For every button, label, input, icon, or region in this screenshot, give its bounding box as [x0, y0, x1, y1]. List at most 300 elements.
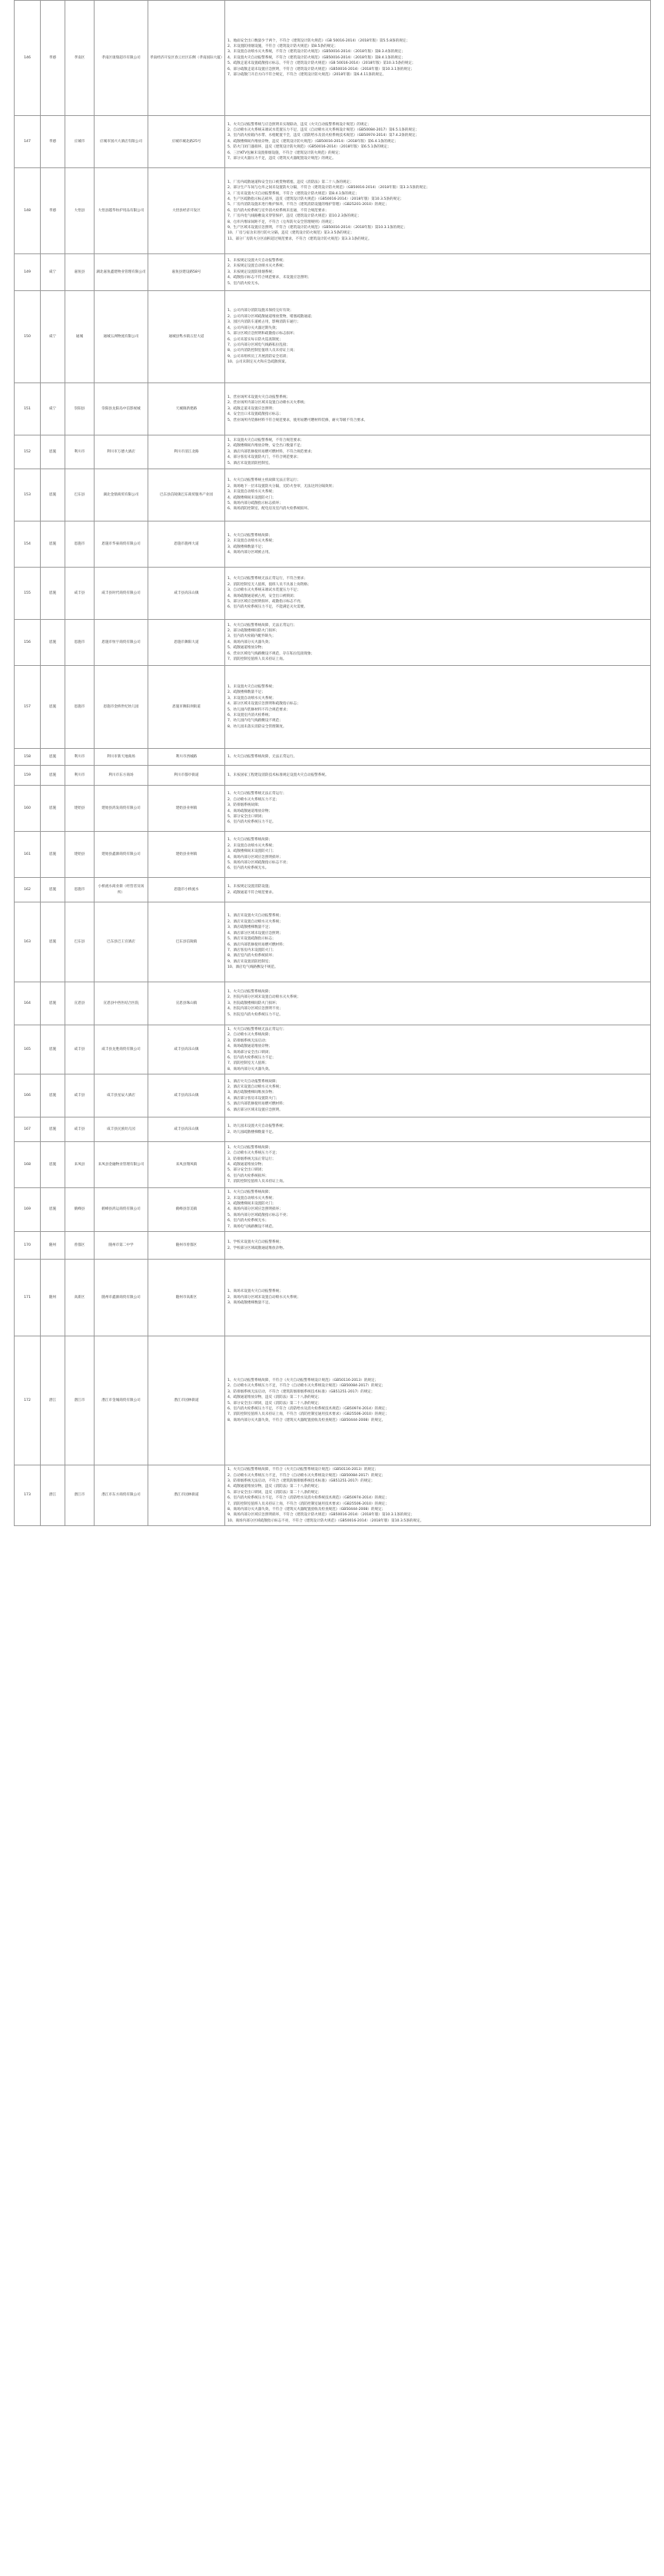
- row-unit-name: 巴东县巴王宫酒店: [95, 902, 148, 982]
- row-address: 潜江市园林街道: [148, 1336, 225, 1465]
- row-address: 随州市曾都区: [148, 1232, 225, 1260]
- issue-item: 8、商场内部分灭火器失效，不符合《建筑灭火器配置验收及检查规范》（GB50444-2008）的规定。: [227, 1418, 386, 1422]
- row-number: 160: [15, 786, 41, 832]
- issue-item: 6、酒店内部装修使用易燃可燃材料；: [227, 942, 287, 947]
- row-issues: [225, 1336, 651, 1465]
- issue-item: 1、火灾自动报警系统无法正常运行；: [227, 792, 287, 796]
- issue-item: 5、部分安全出口锁闭；: [227, 1168, 265, 1173]
- issue-item: 1、酒店火灾自动报警系统故障；: [227, 1079, 280, 1084]
- row-unit-name: 恩施市恒宇商贸有限公司: [95, 620, 148, 666]
- issue-item: 3、疏散楼梯数量不足；: [227, 545, 265, 549]
- issue-item: 2、自动喷水灭火系统压力不足，不符合《自动喷水灭火系统设计规范》（GB50084-2017）的规定；: [227, 1384, 386, 1389]
- issue-item: 2、幼儿园疏散楼梯数量不足。: [227, 1130, 276, 1134]
- table-row: [15, 1117, 651, 1142]
- row-issues: [225, 1188, 651, 1232]
- row-address: 利川市西城路: [148, 749, 225, 766]
- issue-item: 4、部分区域未设置应急照明和疏散指示标志；: [227, 702, 300, 707]
- issue-item: 5、酒店内部装修使用易燃可燃材料；: [227, 1102, 287, 1107]
- row-address: 天城镇新建路: [148, 383, 225, 435]
- row-address: 宣恩县珠山镇: [148, 982, 225, 1025]
- issue-item: 4、商场内部分区域被占用。: [227, 550, 273, 555]
- table-row: [15, 291, 651, 383]
- issue-item: 3、商场疏散楼梯数量不足。: [227, 1301, 273, 1306]
- issue-item: 2、疏散楼梯间内堆放杂物，安全出口数量不足；: [227, 444, 304, 449]
- issue-item: 1、幼儿园未设置火灾自动报警系统；: [227, 1124, 287, 1129]
- row-unit-name: 随州市鑫源商贸有限公司: [95, 1260, 148, 1336]
- issue-item: 6、室内消火栓系统损坏；: [227, 1174, 269, 1178]
- row-county: 曾都区: [65, 1232, 95, 1260]
- row-unit-name: 小桥流水商业街（经营者及场所）: [95, 878, 148, 902]
- row-county: 利川市: [65, 435, 95, 469]
- row-unit-name: 建始县鸿发商贸有限公司: [95, 786, 148, 832]
- row-county: 孝南区: [65, 1, 95, 116]
- row-city: 恩施: [41, 786, 65, 832]
- table-row: [15, 766, 651, 786]
- row-address: 咸丰县高乐山镇: [148, 1074, 225, 1117]
- table-row: [15, 521, 651, 568]
- row-county: 咸丰县: [65, 1074, 95, 1117]
- row-city: 恩施: [41, 469, 65, 521]
- row-issues: [225, 383, 651, 435]
- row-city: 咸宁: [41, 383, 65, 435]
- row-address: 通城县隽水镇五里大道: [148, 291, 225, 383]
- issue-item: 6、室内消火栓系统无水。: [227, 866, 269, 871]
- issue-item: 10、商场内部分区域疏散指示标志不亮，不符合《建筑设计防火规范》（GB50016-2014）（2018年版）第10.3.5条的规定。: [227, 1518, 424, 1523]
- row-unit-name: 利川市新天地商场: [95, 749, 148, 766]
- table-row: [15, 254, 651, 291]
- row-city: 孝感: [41, 116, 65, 168]
- row-unit-name: 咸丰县民族幼儿园: [95, 1117, 148, 1142]
- issue-item: 1、火灾自动报警系统无法正常运行，不符合要求；: [227, 577, 307, 581]
- issue-item: 5、部分安全出口锁闭，违反《消防法》第二十八条的规定；: [227, 1490, 322, 1495]
- issue-item: 5、营业场所内装修材料不符合规范要求，使用易燃可燃材料装修，耐火等级不符合要求。: [227, 418, 368, 422]
- row-issues: [225, 1074, 651, 1117]
- row-city: 恩施: [41, 902, 65, 982]
- row-address: 咸丰县高乐山镇: [148, 568, 225, 620]
- issue-item: 7、厂房内电气线路敷设未穿管保护，违反《建筑设计防火规范》第10.2.3条的规定；: [227, 214, 361, 219]
- row-county: 咸丰县: [65, 1025, 95, 1074]
- table-row: [15, 1188, 651, 1232]
- issue-item: 10、公司未制定灭火和应急疏散预案。: [227, 360, 289, 365]
- issue-item: 6、营业区域电气线路敷设不规范，存在私拉乱接现象；: [227, 651, 315, 656]
- issue-item: 1、商场未设置火灾自动报警系统；: [227, 1290, 283, 1294]
- row-number: 170: [15, 1232, 41, 1260]
- row-city: 恩施: [41, 1188, 65, 1232]
- issue-item: 7、消防控制室值班人员未持证上岗。: [227, 657, 287, 662]
- issue-item: 4、商场疏散通道被占用，安全出口被锁闭；: [227, 594, 297, 598]
- issue-item: 7、消防控制室值班人员未持证上岗。: [227, 1180, 287, 1184]
- issue-item: 4、商场疏散通道堆放杂物；: [227, 1045, 273, 1049]
- issue-item: 4、安全出口未设置疏散指示标志；: [227, 412, 283, 417]
- row-unit-name: 宣恩县中西医结合医院: [95, 982, 148, 1025]
- row-number: 148: [15, 168, 41, 254]
- row-address: 恩施市舞阳大道: [148, 620, 225, 666]
- issue-item: 5、商场内部分区域疏散指示标志不亮；: [227, 860, 290, 865]
- issue-item: 7、消防控制室值班人员未持证上岗，不符合《消防控制室通用技术要求》（GB25506-2010）的规定；: [227, 1412, 389, 1417]
- row-issues: [225, 902, 651, 982]
- row-address: 鹤峰县容美镇: [148, 1188, 225, 1232]
- row-number: 165: [15, 1025, 41, 1074]
- row-county: 恩施市: [65, 521, 95, 568]
- issue-item: 4、部分客房未设置防火门，不符合规范要求；: [227, 455, 300, 460]
- issue-item: 3、防排烟系统无法启动；: [227, 1038, 269, 1043]
- issue-item: 4、酒店部分区域未设置应急照明；: [227, 931, 283, 935]
- issue-item: 2、未设置防排烟设施，不符合《建筑设计防火规范》第8.5条的规定；: [227, 44, 338, 48]
- row-address: 利川市清江北路: [148, 435, 225, 469]
- table-row: [15, 1142, 651, 1188]
- row-city: 恩施: [41, 1117, 65, 1142]
- issue-item: 5、部分安全出口锁闭；: [227, 814, 265, 819]
- row-number: 171: [15, 1260, 41, 1336]
- issue-item: 7、部分灭火器压力不足，违反《建筑灭火器配置设计规范》的规定。: [227, 157, 336, 161]
- row-number: 157: [15, 666, 41, 749]
- row-issues: [225, 291, 651, 383]
- row-county: 恩施市: [65, 666, 95, 749]
- row-issues: [225, 766, 651, 786]
- issue-item: 4、商场内部分区域应急照明损坏；: [227, 1207, 283, 1212]
- issue-item: 6、室内消火栓系统压力不足，不符合《消防给水及消火栓系统技术规范》（GB50974-2014）的规定；: [227, 1407, 389, 1411]
- issue-item: 3、自动喷水灭火系统末端试水装置压力不足；: [227, 588, 300, 593]
- row-number: 173: [15, 1465, 41, 1526]
- row-address: 孝南经济开发区春云社区东侧（孝南国际大厦）: [148, 1, 225, 116]
- row-city: 恩施: [41, 1142, 65, 1188]
- issue-item: 1、公司内部分消防设施未保持完好有效；: [227, 309, 294, 313]
- issue-item: 2、未按规定设置自动喷水灭火系统；: [227, 264, 287, 269]
- issue-item: 7、商场电气线路敷设不规范。: [227, 1224, 276, 1229]
- issue-item: 5、酒店未设置消防控制室。: [227, 461, 273, 465]
- issue-item: 2、自动喷水灭火系统压力不足；: [227, 1151, 280, 1156]
- row-number: 151: [15, 383, 41, 435]
- issue-item: 3、酒店疏散楼梯数量不足；: [227, 925, 273, 930]
- issue-item: 3、未按规定设置防排烟系统；: [227, 270, 276, 274]
- row-address: 应城市城北路25号: [148, 116, 225, 168]
- issue-item: 6、室内消火栓系统压力不足，不符合《消防给水及消火栓系统技术规范》（GB50974-2014）的规定；: [227, 1496, 389, 1501]
- row-county: 鹤峰县: [65, 1188, 95, 1232]
- table-row: [15, 1465, 651, 1526]
- row-number: 155: [15, 568, 41, 620]
- issue-item: 2、疏散楼梯数量不足；: [227, 690, 265, 695]
- issue-item: 4、生产区疏散指示标志损坏，违反《建筑设计防火规范》（GB50016-2014）（2018年版）第10.3.5条的规定；: [227, 197, 404, 201]
- issue-item: 6、商场消防控制室、配电房及室内消火栓系统损坏。: [227, 507, 311, 512]
- issue-item: 3、室内消火栓箱内水带、水枪配置不全，违反《消防给水及消火栓系统技术规范》（GB50974-2014）第7.4.2条的规定；: [227, 134, 420, 138]
- row-city: 恩施: [41, 878, 65, 902]
- row-issues: [225, 521, 651, 568]
- row-city: 恩施: [41, 666, 65, 749]
- row-county: 潜江市: [65, 1336, 95, 1465]
- row-number: 154: [15, 521, 41, 568]
- row-unit-name: 咸丰县时代商贸有限公司: [95, 568, 148, 620]
- issue-item: 5、商场内部分区域疏散指示标志不亮；: [227, 1213, 290, 1217]
- issue-item: 6、室内消火栓系统压力不足，不能满足灭火需要。: [227, 605, 307, 610]
- row-number: 156: [15, 620, 41, 666]
- issue-item: 1、未设置火灾自动报警系统；: [227, 684, 276, 689]
- issue-item: 6、公司未落实每日防火巡查制度；: [227, 337, 283, 342]
- row-issues: [225, 749, 651, 766]
- row-number: 172: [15, 1336, 41, 1465]
- issue-item: 5、室内消火栓无水。: [227, 281, 262, 286]
- issue-item: 2、疏散通道不符合规范要求。: [227, 890, 276, 895]
- row-address: 嘉鱼县建设路58号: [148, 254, 225, 291]
- issue-item: 2、未设置自动喷水灭火系统；: [227, 843, 276, 848]
- issue-item: 2、商场内部分区域未设置自动喷水灭火系统；: [227, 1295, 300, 1300]
- table-row: [15, 878, 651, 902]
- row-address: 建始县业州镇: [148, 786, 225, 832]
- issue-item: 5、厂房内消防设施未进行维护保养，不符合《建筑消防设施的维护管理》（GB25201-2010）的规定；: [227, 203, 389, 207]
- issue-item: 4、公司内部分灭火器过期失效；: [227, 326, 280, 330]
- issue-item: 2、医院内部分区域未设置自动喷水灭火系统；: [227, 995, 300, 1000]
- issue-item: 3、室内消火栓箱内配件缺失；: [227, 634, 276, 639]
- issue-item: 5、医院室内消火栓系统压力不足。: [227, 1012, 283, 1017]
- row-city: 恩施: [41, 766, 65, 786]
- row-county: 巴东县: [65, 469, 95, 521]
- issue-item: 1、学校未设置火灾自动报警系统；: [227, 1240, 283, 1245]
- row-number: 169: [15, 1188, 41, 1232]
- row-county: 利川市: [65, 749, 95, 766]
- row-issues: [225, 982, 651, 1025]
- issue-item: 5、部分区域应急照明和疏散指示标志损坏；: [227, 332, 297, 336]
- issue-item: 1、营业场所未设置火灾自动报警系统；: [227, 395, 290, 399]
- row-unit-name: 通城五洲物流有限公司: [95, 291, 148, 383]
- issue-item: 4、商场内部分灭火器失效；: [227, 640, 273, 644]
- row-address: 咸丰县高乐山镇: [148, 1117, 225, 1142]
- issue-item: 7、幼儿园内电气线路敷设不规范；: [227, 719, 283, 723]
- issue-item: 9、生产区域未设置应急照明，不符合《建筑设计防火规范》（GB50016-2014）（2018年版）第10.3.1条的规定；: [227, 226, 407, 230]
- row-county: 利川市: [65, 766, 95, 786]
- issue-item: 4、疏散通道堆放杂物，违反《消防法》第二十八条的规定；: [227, 1396, 322, 1400]
- row-county: 高新区: [65, 1260, 95, 1336]
- issue-item: 4、商场内部分区域应急照明损坏；: [227, 855, 283, 859]
- row-unit-name: 崇阳县龙阳岛中信影视城: [95, 383, 148, 435]
- issue-item: 1、火灾自动报警系统故障，不符合《火灾自动报警系统设计规范》（GB50116-2013）的规定；: [227, 1378, 379, 1382]
- issue-item: 4、疏散楼梯间未设置防火门；: [227, 495, 276, 500]
- issue-item: 8、商场内部分灭火器失效，不符合《建筑灭火器配置验收及检查规范》（GB50444-2008）的规定；: [227, 1507, 386, 1511]
- issue-item: 3、防排烟系统故障；: [227, 803, 262, 808]
- row-city: 孝感: [41, 168, 65, 254]
- row-city: 咸宁: [41, 291, 65, 383]
- row-city: 随州: [41, 1260, 65, 1336]
- issue-item: 1、火灾自动报警系统主机故障无法正常运行；: [227, 478, 300, 483]
- issue-item: 5、疏散通道堆放杂物；: [227, 646, 265, 651]
- issue-item: 4、疏散楼梯间内堆放杂物，违反《建筑设计防火规范》（GB50016-2014）（2018年版）第6.4.1条的规定；: [227, 139, 398, 144]
- row-city: 恩施: [41, 1074, 65, 1117]
- issue-item: 3、未设置自动喷水灭火系统，不符合《建筑设计防火规范》（GB50016-2014）（2018年版）第8.3.4条的规定；: [227, 50, 405, 55]
- issue-item: 4、酒店部分客房未设置防火门；: [227, 1096, 280, 1101]
- issue-item: 3、医院疏散楼梯间防火门损坏；: [227, 1001, 280, 1005]
- row-unit-name: 鹤峰县鸿运商贸有限公司: [95, 1188, 148, 1232]
- row-number: 147: [15, 116, 41, 168]
- issue-item: 1、火灾自动报警系统故障；: [227, 533, 273, 538]
- table-row: [15, 383, 651, 435]
- issue-item: 3、园区内消防车道被占用，影响消防车通行；: [227, 320, 300, 325]
- row-county: 潜江市: [65, 1465, 95, 1526]
- row-unit-name: 恩施市华豪商贸有限公司: [95, 521, 148, 568]
- row-address: 恩施市小桥流水: [148, 878, 225, 902]
- issue-item: 7、公司内部分区域电气线路私拉乱接；: [227, 343, 290, 347]
- row-issues: [225, 1142, 651, 1188]
- table-row: [15, 568, 651, 620]
- row-address: 大悟县经济开发区: [148, 168, 225, 254]
- row-issues: [225, 469, 651, 521]
- issue-item: 5、酒店未设置疏散指示标志；: [227, 937, 276, 942]
- row-number: 161: [15, 832, 41, 878]
- row-address: 咸丰县高乐山镇: [148, 1025, 225, 1074]
- issue-item: 3、未设置自动喷水灭火系统；: [227, 490, 276, 495]
- issue-item: 3、酒店内部装修使用易燃可燃材料，不符合规范要求；: [227, 449, 315, 454]
- row-city: 潜江: [41, 1465, 65, 1526]
- row-issues: [225, 786, 651, 832]
- issue-item: 2、未设置自动喷水灭火系统；: [227, 539, 276, 544]
- row-city: 恩施: [41, 568, 65, 620]
- issue-item: 7、部分疏散门开启方向不符合规定，不符合《建筑设计防火规范》（2018年版）第6.4.11条的规定。: [227, 73, 387, 78]
- row-issues: [225, 568, 651, 620]
- row-address: 恩施市舞阳坝街道: [148, 666, 225, 749]
- row-number: 149: [15, 254, 41, 291]
- issue-item: 8、商场内部分灭火器失效。: [227, 1067, 273, 1071]
- issue-item: 3、酒店疏散楼梯间堆放杂物；: [227, 1091, 276, 1095]
- issue-item: 1、火灾自动报警系统故障，不符合《火灾自动报警系统设计规范》（GB50116-2013）的规定；: [227, 1468, 379, 1472]
- row-county: 来凤县: [65, 1142, 95, 1188]
- row-number: 168: [15, 1142, 41, 1188]
- table-row: [15, 666, 651, 749]
- table-row: [15, 620, 651, 666]
- issue-item: 3、厂房未设置火灾自动报警系统，不符合《建筑设计防火规范》第8.4.1条的规定；: [227, 191, 359, 196]
- row-county: 崇阳县: [65, 383, 95, 435]
- row-county: 应城市: [65, 116, 95, 168]
- row-issues: [225, 1260, 651, 1336]
- row-unit-name: 来凤县金融物业管理有限公司: [95, 1142, 148, 1188]
- table-row: [15, 168, 651, 254]
- row-number: 159: [15, 766, 41, 786]
- row-city: 随州: [41, 1232, 65, 1260]
- row-city: 孝感: [41, 1, 65, 116]
- row-address: 潜江市园林街道: [148, 1465, 225, 1526]
- row-address: 恩施市施州大道: [148, 521, 225, 568]
- row-unit-name: 随州市第二中学: [95, 1232, 148, 1260]
- issue-item: 2、消防控制室无人值班，值班人员不具备上岗资格；: [227, 582, 311, 587]
- row-county: 通城: [65, 291, 95, 383]
- issue-item: 1、未按规定设置火灾自动报警系统；: [227, 258, 287, 263]
- issue-item: 1、火灾自动报警系统无法正常运行；: [227, 1028, 287, 1031]
- issue-item: 3、防排烟系统无法启动，不符合《建筑防烟排烟系统技术标准》（GB51251-2017）的规定；: [227, 1389, 375, 1394]
- row-county: 建始县: [65, 786, 95, 832]
- row-unit-name: 咸丰县龙胜商贸有限公司: [95, 1025, 148, 1074]
- issue-item: 1、火灾自动报警系统故障；: [227, 1190, 273, 1195]
- row-number: 166: [15, 1074, 41, 1117]
- row-address: 来凤县翔凤镇: [148, 1142, 225, 1188]
- row-number: 163: [15, 902, 41, 982]
- issue-item: 3、未设置自动喷水灭火系统；: [227, 696, 276, 700]
- issue-item: 2、公司内部分区域疏散通道堆放货物，堵塞疏散通道；: [227, 314, 315, 319]
- row-unit-name: 湖北金鼎商贸有限公司: [95, 469, 148, 521]
- issue-item: 1、火灾自动报警系统故障；: [227, 838, 273, 843]
- row-unit-name: 潜江市金城商贸有限公司: [95, 1336, 148, 1465]
- issue-item: 8、酒店室内消火栓系统损坏；: [227, 954, 276, 959]
- issue-item: 6、酒店部分区域未设置应急照明。: [227, 1108, 283, 1112]
- row-county: 巴东县: [65, 902, 95, 982]
- row-address: 随州市高新区: [148, 1260, 225, 1336]
- table-row: [15, 1074, 651, 1117]
- row-unit-name: 建始县鑫源商贸有限公司: [95, 832, 148, 878]
- row-city: 恩施: [41, 982, 65, 1025]
- issue-item: 1、厂房内疏散通道和安全出口被货物堵塞，违反《消防法》第二十八条的规定；: [227, 180, 354, 184]
- table-row: [15, 1025, 651, 1074]
- issue-item: 1、火灾自动报警系统故障；: [227, 1145, 273, 1150]
- issue-item: 8、仓库内堆垛间距不足，不符合《仓库防火安全管理规则》的规定；: [227, 220, 336, 224]
- row-issues: [225, 878, 651, 902]
- issue-item: 2、部分疏散楼梯间防火门损坏；: [227, 628, 280, 633]
- table-row: [15, 749, 651, 766]
- row-number: 150: [15, 291, 41, 383]
- issue-item: 2、自动喷水灭火系统压力不足；: [227, 797, 280, 802]
- row-county: 大悟县: [65, 168, 95, 254]
- issue-item: 5、幼儿园内装修材料不符合规范要求；: [227, 707, 290, 712]
- issue-item: 6、三层KTV包厢未设置排烟设施，不符合《建筑设计防火规范》的规定；: [227, 151, 343, 155]
- hazard-table-body: [15, 1, 651, 1526]
- row-number: 167: [15, 1117, 41, 1142]
- row-city: 潜江: [41, 1336, 65, 1465]
- row-county: 恩施市: [65, 878, 95, 902]
- issue-item: 11、部分厂房防火分区面积超过规范要求，不符合《建筑设计防火规范》第3.3.1条的规定。: [227, 237, 372, 241]
- issue-item: 3、疏散走道未设置应急照明；: [227, 406, 276, 411]
- issue-item: 9、酒店未设置消防控制室；: [227, 959, 273, 964]
- issue-item: 1、地面安全出口数量少于两个，不符合《建筑设计防火规范》（GB 50016-2014）（2018年版）第5.5.8条的规定；: [227, 38, 410, 43]
- issue-item: 2、酒店未设置自动喷水灭火系统；: [227, 1084, 283, 1089]
- issue-item: 9、公司未组织员工开展消防安全培训；: [227, 354, 290, 359]
- row-address: 巴东县信陵镇巴东商贸服务产业园: [148, 469, 225, 521]
- table-row: [15, 1, 651, 116]
- issue-item: 2、学校部分区域疏散通道堆放杂物。: [227, 1246, 287, 1250]
- issue-item: 2、商场地下一层未设置防火分隔，无防火卷帘，无法达到分隔效果；: [227, 484, 336, 488]
- issue-item: 4、疏散通道堆放杂物，违反《消防法》第二十八条的规定；: [227, 1485, 322, 1489]
- issue-item: 6、室内消火栓系统压力不足；: [227, 1056, 276, 1061]
- table-row: [15, 786, 651, 832]
- row-county: 咸丰县: [65, 568, 95, 620]
- row-issues: [225, 1117, 651, 1142]
- issue-item: 1、火灾自动报警系统故障，无法正常运行。: [227, 754, 297, 759]
- issue-item: 2、未设置自动喷水灭火系统；: [227, 1196, 276, 1200]
- issue-item: 10、厂房与宿舍未进行防火分隔，违反《建筑设计防火规范》第3.3.5条的规定；: [227, 231, 354, 236]
- issue-item: 1、火灾自动报警系统与应急照明未实现联动，违反《火灾自动报警系统设计规范》的规定；: [227, 122, 371, 127]
- issue-item: 2、部分生产车间与仓库之间未设置防火分隔，不符合《建筑设计防火规范》（GB50016-2014）（2018年版）第3.3.5条的规定；: [227, 186, 430, 190]
- row-number: 158: [15, 749, 41, 766]
- issue-item: 1、酒店未设置火灾自动报警系统；: [227, 914, 283, 919]
- issue-item: 5、部分区域应急照明损坏，疏散指示标志不亮；: [227, 599, 304, 604]
- issue-item: 3、疏散楼梯间未设置防火门；: [227, 849, 276, 854]
- issue-item: 5、疏散走道未设置疏散指示标志，不符合《建筑设计防火规范》（GB 50016-2014）（2018年版）第10.3.5条的规定；: [227, 61, 416, 66]
- issue-item: 4、医院内部分区域应急照明不亮；: [227, 1007, 283, 1012]
- row-number: 164: [15, 982, 41, 1025]
- issue-item: 10、酒店电气线路敷设不规范。: [227, 965, 278, 970]
- row-city: 恩施: [41, 832, 65, 878]
- row-number: 162: [15, 878, 41, 902]
- issue-item: 1、未按国家工程建设消防技术标准规定设置火灾自动报警系统。: [227, 773, 329, 777]
- row-unit-name: 大悟县越华纺护用品有限公司: [95, 168, 148, 254]
- issue-item: 4、疏散通道堆放杂物；: [227, 1163, 265, 1167]
- issue-item: 6、室内消火栓系统压力不足。: [227, 820, 276, 825]
- issue-item: 3、疏散楼梯间未设置防火门；: [227, 1202, 276, 1207]
- issue-item: 7、消防控制室无人值班；: [227, 1061, 269, 1066]
- row-number: 146: [15, 1, 41, 116]
- issue-item: 5、防火门闭门器损坏，违反《建筑设计防火规范》（GB50016-2014）（2018年版）第6.5.1条的规定；: [227, 145, 391, 150]
- issue-item: 6、部分疏散走道未设置应急照明，不符合《建筑设计防火规范》（GB50016-2014）（2018年版）第10.3.1条的规定；: [227, 67, 415, 71]
- issue-item: 2、营业场所内部分区域未设置自动喷水灭火系统；: [227, 401, 307, 406]
- row-number: 152: [15, 435, 41, 469]
- row-address: 巴东县信陵镇: [148, 902, 225, 982]
- issue-item: 6、室内消火栓系统无水；: [227, 1219, 269, 1223]
- issue-item: 4、商场疏散通道堆放杂物；: [227, 809, 273, 813]
- issue-item: 5、商场内部分疏散指示标志损坏；: [227, 501, 283, 505]
- row-issues: [225, 1465, 651, 1526]
